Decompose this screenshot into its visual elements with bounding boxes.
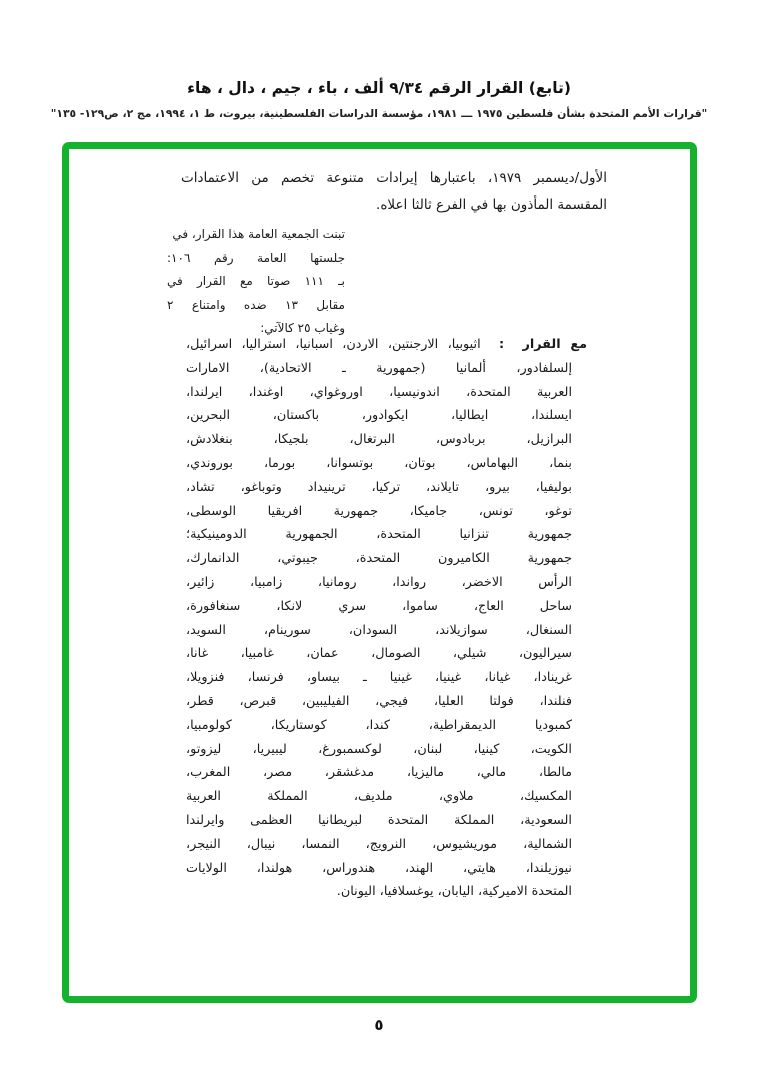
country-list-line: غرينادا، غيانا، غينيا، غينيا ـ بيساو، فرنسا، فنزويلا، [186,670,572,686]
adoption-line: مقابل ١٣ ضده وامتناع ٢ [167,297,345,312]
vote-result-line [186,333,587,357]
source-citation: "قرارات الأمم المتحدة بشأن فلسطين ١٩٧٥ ـــ ١٩٨١، مؤسسة الدراسات الفلسطينية، بيروت، ط ١، ١٩٩٤، مج ٢، ص١٢٩- ١٣٥" [50,107,708,120]
country-list-line: جمهورية تنزانيا المتحدة، الجمهورية الدومينيكية؛ [186,527,572,543]
country-list-line: إلسلفادور، ألمانيا (جمهورية ـ الاتحادية)، الامارات [186,360,572,376]
country-list-line: المتحدة الاميركية، اليابان، يوغسلافيا، اليونان. [336,884,572,900]
intro-line: المقسمة المأذون بها في الفرع ثالثا اعلاه. [376,196,607,213]
intro-line: الأول/ديسمبر ١٩٧٩، باعتبارها إيرادات متنوعة تخصم من الاعتمادات [181,170,607,186]
adoption-line: بـ ١١١ صوتا مع القرار في [167,274,346,288]
resolution-title: (تابع) القرار الرقم ٩/٣٤ ألف ، باء ، جيم ، دال ، هاء [187,79,571,97]
with-resolution-label: مع القرار [522,337,587,352]
country-list-line: جمهورية الكاميرون المتحدة، جيبوتي، الدانمارك، [186,551,572,567]
country-list-line: ساحل العاج، ساموا، سري لانكا، سنغافورة، [186,598,572,614]
country-list-line: السعودية، المملكة المتحدة لبريطانيا العظمى وايرلندا [186,812,572,828]
country-list-line: بنما، البهاماس، بوتان، بوتسوانا، بورما، بوروندي، [186,455,572,471]
country-list-line: العربية المتحدة، اندونيسيا، اوروغواي، اوغندا، ايرلندا، [186,384,572,400]
adoption-line: وغياب ٢٥ كالآتي: [260,321,345,335]
country-list-line: نيوزيلندا، هايتي، الهند، هندوراس، هولندا، الولايات [186,860,572,876]
vote-country-list [186,333,587,904]
country-list-line: اثيوبيا، الارجنتين، الاردن، اسبانيا، استراليا، اسرائيل، [186,337,481,352]
country-list-line: المكسيك، ملاوي، ملديف، المملكة العربية [186,789,572,805]
country-list-line: البرازيل، بربادوس، البرتغال، بلجيكا، بنغلادش، [186,432,572,448]
intro-paragraph [181,165,607,218]
country-list-line: مالطا، مالي، ماليزيا، مدغشقر، مصر، المغرب، [186,765,572,781]
country-list-line: فنلندا، فولتا العليا، فيجي، الفيليبين، قبرص، قطر، [186,693,572,709]
country-list-line: بوليفيا، بيرو، تايلاند، تركيا، ترينيداد وتوباغو، تشاد، [186,479,572,495]
country-list-line: ايسلندا، ايطاليا، ايكوادور، باكستان، البحرين، [186,408,572,424]
adoption-line: جلستها العامة رقم ١٠٦: [167,250,345,265]
country-list-line: السنغال، سوازيلاند، السودان، سورينام، السويد، [186,622,572,638]
country-list-line: الرأس الاخضر، رواندا، رومانيا، زامبيا، زائير، [186,574,572,590]
country-list-line: الكويت، كينيا، لبنان، لوكسمبورغ، ليبيريا، ليزوتو، [186,741,572,757]
country-list-line: كمبوديا الديمقراطية، كندا، كوستاريكا، كولومبيا، [186,717,572,733]
adoption-paragraph [167,223,345,341]
country-list-line: توغو، تونس، جاميكا، جمهورية افريقيا الوسطى، [186,503,572,519]
country-list-line: الشمالية، موريشيوس، النرويج، النمسا، نيبال، النيجر، [186,836,572,852]
label-colon: : [498,337,505,352]
page-number: ٥ [374,1016,384,1034]
adoption-line: تبنت الجمعية العامة هذا القرار، في [172,227,345,241]
country-list-line: سيراليون، شيلي، الصومال، عمان، غامبيا، غانا، [186,646,572,662]
